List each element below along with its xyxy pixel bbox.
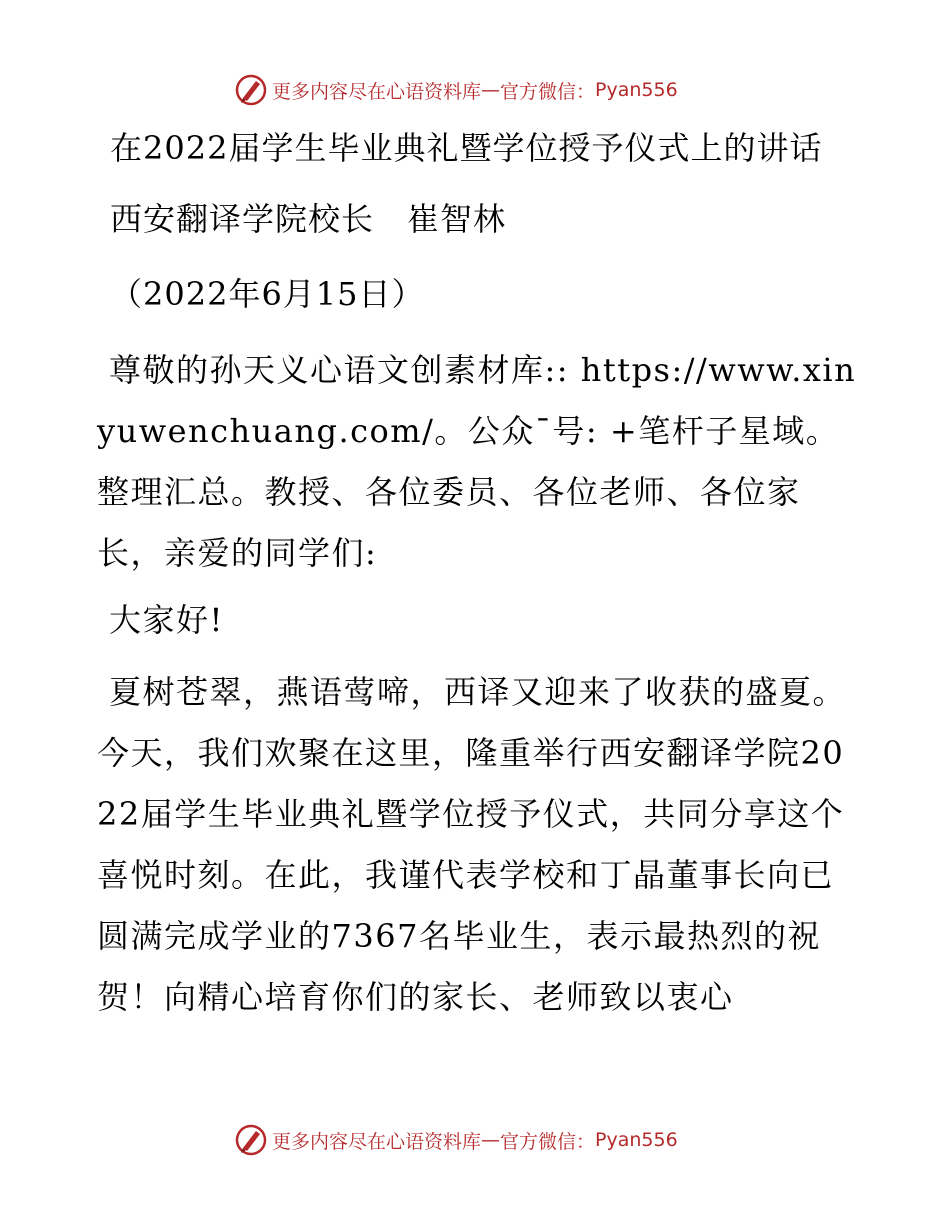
watermark-wechat-id: Pyan556 (595, 79, 678, 101)
watermark-official-label: 官方微信： (500, 80, 596, 103)
watermark-separator: — (481, 79, 501, 101)
watermark-wechat-id: Pyan556 (595, 1129, 678, 1151)
date-line: （2022年6月15日） (110, 275, 425, 313)
pen-logo-icon (234, 73, 268, 107)
paragraph-greeting: 大家好! (109, 601, 224, 639)
page-title: 在2022届学生毕业典礼暨学位授予仪式上的讲话 (110, 129, 823, 167)
paragraph-salutation: 尊敬的孙天义心语文创素材库:: https://www.xinyuwenchuang.com/。公众¯号: +笔杆子星域。整理汇总。教授、各位委员、各位老师、各位家长，亲爱的同学们: (97, 351, 857, 572)
speaker-line: 西安翻译学院校长 崔智林 (110, 200, 507, 238)
header-watermark (234, 72, 714, 108)
footer-watermark (234, 1122, 714, 1158)
watermark-official-label: 官方微信： (500, 1130, 596, 1153)
paragraph-body: 夏树苍翠，燕语莺啼，西译又迎来了收获的盛夏。今天，我们欢聚在这里，隆重举行西安翻译学院2022届学生毕业典礼暨学位授予仪式，共同分享这个喜悦时刻。在此，我谨代表学校和丁晶董事长向已圆满完成学业的7367名毕业生，表示最热烈的祝贺！向精心培育你们的家长、老师致以衷心 (97, 673, 847, 1016)
watermark-text: 更多内容尽在心语资料库 (272, 1130, 482, 1153)
watermark-text: 更多内容尽在心语资料库 (272, 80, 482, 103)
watermark-separator: — (481, 1129, 501, 1151)
pen-logo-icon (234, 1123, 268, 1157)
